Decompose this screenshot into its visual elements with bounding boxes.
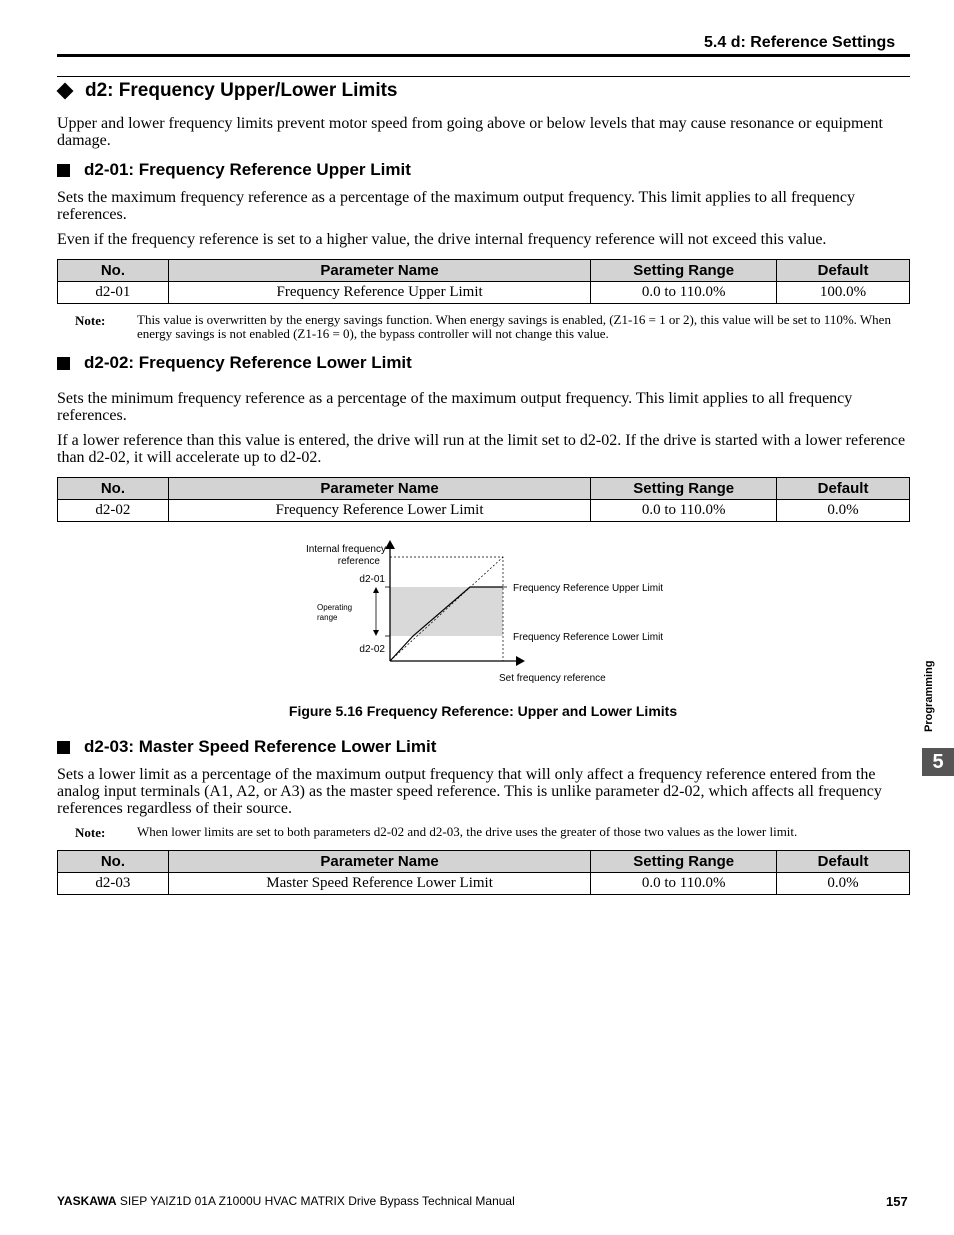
chapter-side-label: Programming <box>923 660 935 732</box>
intro-paragraph: Upper and lower frequency limits prevent motor speed from going above or below levels that may cause resonance or equipment damage. <box>57 115 883 149</box>
diamond-bullet-icon <box>57 83 74 100</box>
column-header-parameter-name: Parameter Name <box>168 851 590 873</box>
column-header-parameter-name: Parameter Name <box>168 260 590 282</box>
column-header-setting-range: Setting Range <box>591 478 777 500</box>
footer-brand: YASKAWA <box>57 1194 117 1208</box>
d2-03-heading-text: d2-03: Master Speed Reference Lower Limit <box>84 737 437 756</box>
cell-no: d2-03 <box>58 873 169 895</box>
d2-02-heading <box>57 353 412 373</box>
footer-manual-name: SIEP YAIZ1D 01A Z1000U HVAC MATRIX Drive Bypass Technical Manual <box>119 1194 515 1208</box>
bracket-up-arrow-icon <box>373 587 379 593</box>
section-title <box>57 80 398 102</box>
cell-setting-range: 0.0 to 110.0% <box>591 282 777 304</box>
lower-limit-label: Frequency Reference Lower Limit <box>513 632 664 643</box>
cell-setting-range: 0.0 to 110.0% <box>591 873 777 895</box>
header-rule <box>57 54 910 57</box>
operating-range-shade <box>390 587 503 636</box>
page-number: 157 <box>886 1194 908 1209</box>
d2-02-paragraph-1: Sets the minimum frequency reference as a percentage of the maximum output frequency. This limit applies to all frequency references. <box>57 390 853 424</box>
square-bullet-icon <box>57 357 70 370</box>
operating-range-label-1: Operating <box>317 603 353 612</box>
footer-manual-title <box>57 1194 515 1208</box>
operating-range-label-2: range <box>317 613 338 622</box>
x-axis-label: Set frequency reference <box>499 673 606 684</box>
note-text: This value is overwritten by the energy savings function. When energy savings is enabled, (Z1-16 = 1 or 2), this value will be set to 110%. When energy savings is not enabled (Z1-16 = 0), the bypass controller will not change this value. <box>137 312 891 341</box>
cell-parameter-name: Frequency Reference Lower Limit <box>168 500 590 522</box>
square-bullet-icon <box>57 741 70 754</box>
square-bullet-icon <box>57 164 70 177</box>
d2-01-paragraph-1: Sets the maximum frequency reference as a percentage of the maximum output frequency. This limit applies to all frequency references. <box>57 189 855 223</box>
cell-parameter-name: Master Speed Reference Lower Limit <box>168 873 590 895</box>
column-header-no: No. <box>58 478 169 500</box>
section-header: 5.4 d: Reference Settings <box>704 34 896 51</box>
table-row <box>58 500 910 522</box>
y-axis-label-line-2: reference <box>337 556 380 567</box>
cell-no: d2-01 <box>58 282 169 304</box>
lower-limit-tick-label: d2-02 <box>359 644 385 655</box>
table-row <box>58 282 910 304</box>
cell-default: 100.0% <box>777 282 910 304</box>
cell-setting-range: 0.0 to 110.0% <box>591 500 777 522</box>
d2-02-heading-text: d2-02: Frequency Reference Lower Limit <box>84 353 412 372</box>
y-axis-arrow-icon <box>385 540 395 549</box>
d2-01-paragraph-2: Even if the frequency reference is set to a higher value, the drive internal frequency reference will not exceed this value. <box>57 231 827 248</box>
section-title-text: d2: Frequency Upper/Lower Limits <box>85 80 398 101</box>
frequency-limits-diagram <box>290 535 700 690</box>
column-header-setting-range: Setting Range <box>591 851 777 873</box>
note-text: When lower limits are set to both parameters d2-02 and d2-03, the drive uses the greater of those two values as the lower limit. <box>137 824 798 839</box>
cell-no: d2-02 <box>58 500 169 522</box>
section-divider <box>57 76 910 77</box>
d2-02-paragraph-2: If a lower reference than this value is entered, the drive will run at the limit set to d2-02. If the drive is started with a lower reference than d2-02, it will accelerate up to d2-02. <box>57 432 906 466</box>
d2-01-heading-text: d2-01: Frequency Reference Upper Limit <box>84 160 411 179</box>
d2-03-paragraph: Sets a lower limit as a percentage of the maximum output frequency that will only affect a frequency reference entered from the analog input terminals (A1, A2, or A3) as the master speed reference. This is unlike parameter d2-02, which affects all frequency references regardless of their source. <box>57 766 882 817</box>
figure-caption: Figure 5.16 Frequency Reference: Upper and Lower Limits <box>288 703 678 719</box>
column-header-setting-range: Setting Range <box>591 260 777 282</box>
cell-default: 0.0% <box>777 873 910 895</box>
y-axis-label-line-1: Internal frequency <box>305 544 386 555</box>
cell-default: 0.0% <box>777 500 910 522</box>
d2-01-parameter-table <box>57 259 910 304</box>
column-header-default: Default <box>777 851 910 873</box>
column-header-default: Default <box>777 478 910 500</box>
chapter-tab[interactable]: 5 <box>922 748 954 776</box>
d2-02-parameter-table <box>57 477 910 522</box>
note-label: Note: <box>75 825 106 840</box>
d2-01-heading <box>57 160 411 180</box>
column-header-default: Default <box>777 260 910 282</box>
d2-03-heading <box>57 737 436 757</box>
column-header-no: No. <box>58 260 169 282</box>
note-label: Note: <box>75 313 106 328</box>
column-header-no: No. <box>58 851 169 873</box>
upper-limit-label: Frequency Reference Upper Limit <box>513 583 664 594</box>
cell-parameter-name: Frequency Reference Upper Limit <box>168 282 590 304</box>
column-header-parameter-name: Parameter Name <box>168 478 590 500</box>
table-row <box>58 873 910 895</box>
upper-limit-tick-label: d2-01 <box>359 574 385 585</box>
bracket-down-arrow-icon <box>373 630 379 636</box>
d2-03-parameter-table <box>57 850 910 895</box>
x-axis-arrow-icon <box>516 656 525 666</box>
